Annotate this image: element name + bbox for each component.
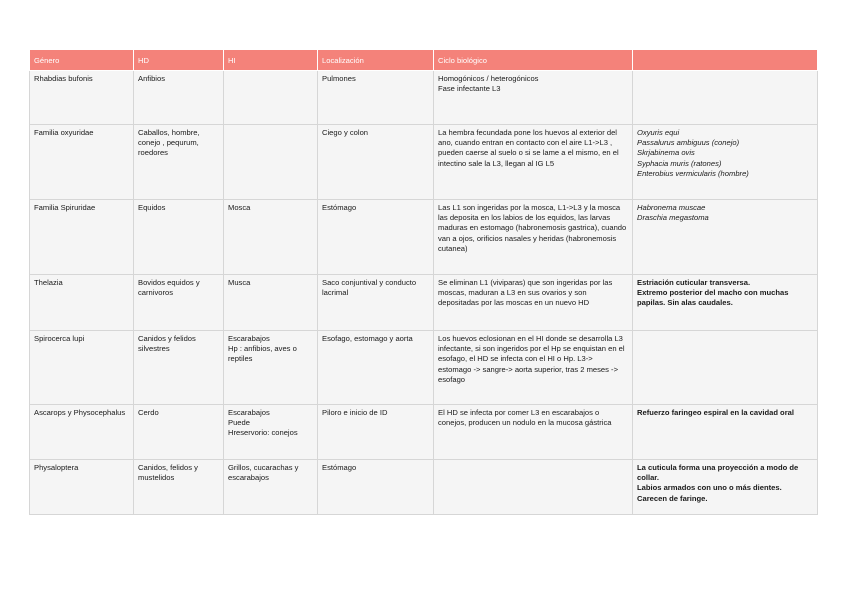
table-row <box>30 275 818 331</box>
cell-ciclo: La hembra fecundada pone los huevos al exterior del ano, cuando entran en contacto con el aire L1->L3 , pueden caerse al suelo o si se lame a el mismo, en el intectino sale la L3, llegan al IG L5 <box>434 125 633 200</box>
header-hd: HD <box>134 50 224 71</box>
cell-ciclo <box>434 460 633 515</box>
cell-line: Skrjabinema ovis <box>637 148 695 158</box>
cell-line: Escarabajos <box>228 408 270 417</box>
cell-line: Draschia megastoma <box>637 213 709 223</box>
cell-ciclo: Los huevos eclosionan en el HI donde se desarrolla L3 infectante, si son ingeridos por el Hp se enquistan en el esofago, el HD se infecta con el HI o Hp. L3-> estomago -> sangre-> aorta superior, tras 2 meses -> esofago <box>434 331 633 405</box>
cell-hi <box>224 71 318 125</box>
cell-genero: Rhabdias bufonis <box>30 71 134 125</box>
cell-notas <box>633 460 818 515</box>
cell-hd: Cerdo <box>134 405 224 460</box>
cell-notas <box>633 125 818 200</box>
cell-line: Hreservorio: conejos <box>228 428 298 438</box>
cell-hd: Anfibios <box>134 71 224 125</box>
cell-hd: Canidos y felidos silvestres <box>134 331 224 405</box>
document-page <box>29 49 818 515</box>
cell-hd: Caballos, hombre, conejo , pequrum, roedores <box>134 125 224 200</box>
cell-hi <box>224 405 318 460</box>
cell-notas <box>633 200 818 275</box>
table-row <box>30 331 818 405</box>
cell-line: Hp : anfibios, aves o reptiles <box>228 344 297 364</box>
cell-localizacion: Estómago <box>318 460 434 515</box>
cell-line: Passalurus ambiguus (conejo) <box>637 138 740 148</box>
cell-localizacion: Pulmones <box>318 71 434 125</box>
cell-hi <box>224 331 318 405</box>
table-row <box>30 71 818 125</box>
cell-line: Fase infectante L3 <box>438 84 501 94</box>
cell-genero: Physaloptera <box>30 460 134 515</box>
table-row <box>30 405 818 460</box>
cell-notas <box>633 71 818 125</box>
cell-localizacion: Piloro e inicio de ID <box>318 405 434 460</box>
cell-hd: Equidos <box>134 200 224 275</box>
cell-genero: Thelazia <box>30 275 134 331</box>
cell-hi: Musca <box>224 275 318 331</box>
cell-notas <box>633 331 818 405</box>
cell-genero: Familia Spiruridae <box>30 200 134 275</box>
table-row <box>30 460 818 515</box>
cell-hi: Mosca <box>224 200 318 275</box>
cell-line: Estriación cuticular transversa. <box>637 278 751 287</box>
cell-line: Enterobius vermicularis (hombre) <box>637 168 749 178</box>
cell-ciclo: Se eliminan L1 (viviparas) que son ingeridas por las moscas, maduran a L3 en sus ovarios y son depositadas por las moscas en un nuevo HD <box>434 275 633 331</box>
cell-line: Escarabajos <box>228 334 270 343</box>
cell-hd: Bovidos equidos y carnivoros <box>134 275 224 331</box>
cell-localizacion: Estómago <box>318 200 434 275</box>
cell-line: Homogónicos / heterogónicos <box>438 74 539 83</box>
cell-line: Habronema muscae <box>637 203 706 212</box>
cell-hi: Grillos, cucarachas y escarabajos <box>224 460 318 515</box>
cell-genero: Ascarops y Physocephalus <box>30 405 134 460</box>
cell-genero: Familia oxyuridae <box>30 125 134 200</box>
cell-hd: Canidos, felidos y mustelidos <box>134 460 224 515</box>
cell-notas: Refuerzo faringeo espiral en la cavidad oral <box>633 405 818 460</box>
header-notas <box>633 50 818 71</box>
cell-line: Puede <box>228 418 250 428</box>
cell-line: La cuticula forma una proyección a modo de collar. <box>637 463 799 483</box>
header-localizacion: Localización <box>318 50 434 71</box>
header-ciclo: Ciclo biológico <box>434 50 633 71</box>
parasite-table <box>29 49 818 515</box>
header-hi: HI <box>224 50 318 71</box>
cell-ciclo <box>434 71 633 125</box>
cell-localizacion: Saco conjuntival y conducto lacrimal <box>318 275 434 331</box>
table-row <box>30 200 818 275</box>
cell-localizacion: Esofago, estomago y aorta <box>318 331 434 405</box>
cell-notas <box>633 275 818 331</box>
cell-hi <box>224 125 318 200</box>
cell-ciclo: Las L1 son ingeridas por la mosca, L1->L3 y la mosca las deposita en los labios de los equidos, las larvas maduras en estomago (habronemosis gastrica), cuando van a ojos, orificios nasales y heridas (habronemosis cutanea) <box>434 200 633 275</box>
cell-ciclo: El HD se infecta por comer L3 en escarabajos o conejos, producen un nodulo en la mucosa gástrica <box>434 405 633 460</box>
table-row <box>30 125 818 200</box>
cell-line: Labios armados con uno o más dientes. <box>637 483 782 493</box>
table-header-row <box>30 50 818 71</box>
cell-localizacion: Ciego y colon <box>318 125 434 200</box>
cell-line: Oxyuris equi <box>637 128 680 137</box>
cell-genero: Spirocerca lupi <box>30 331 134 405</box>
cell-line: Carecen de faringe. <box>637 493 708 503</box>
header-genero: Género <box>30 50 134 71</box>
cell-line: Syphacia muris (ratones) <box>637 158 722 168</box>
cell-line: Extremo posterior del macho con muchas papilas. Sin alas caudales. <box>637 288 789 308</box>
